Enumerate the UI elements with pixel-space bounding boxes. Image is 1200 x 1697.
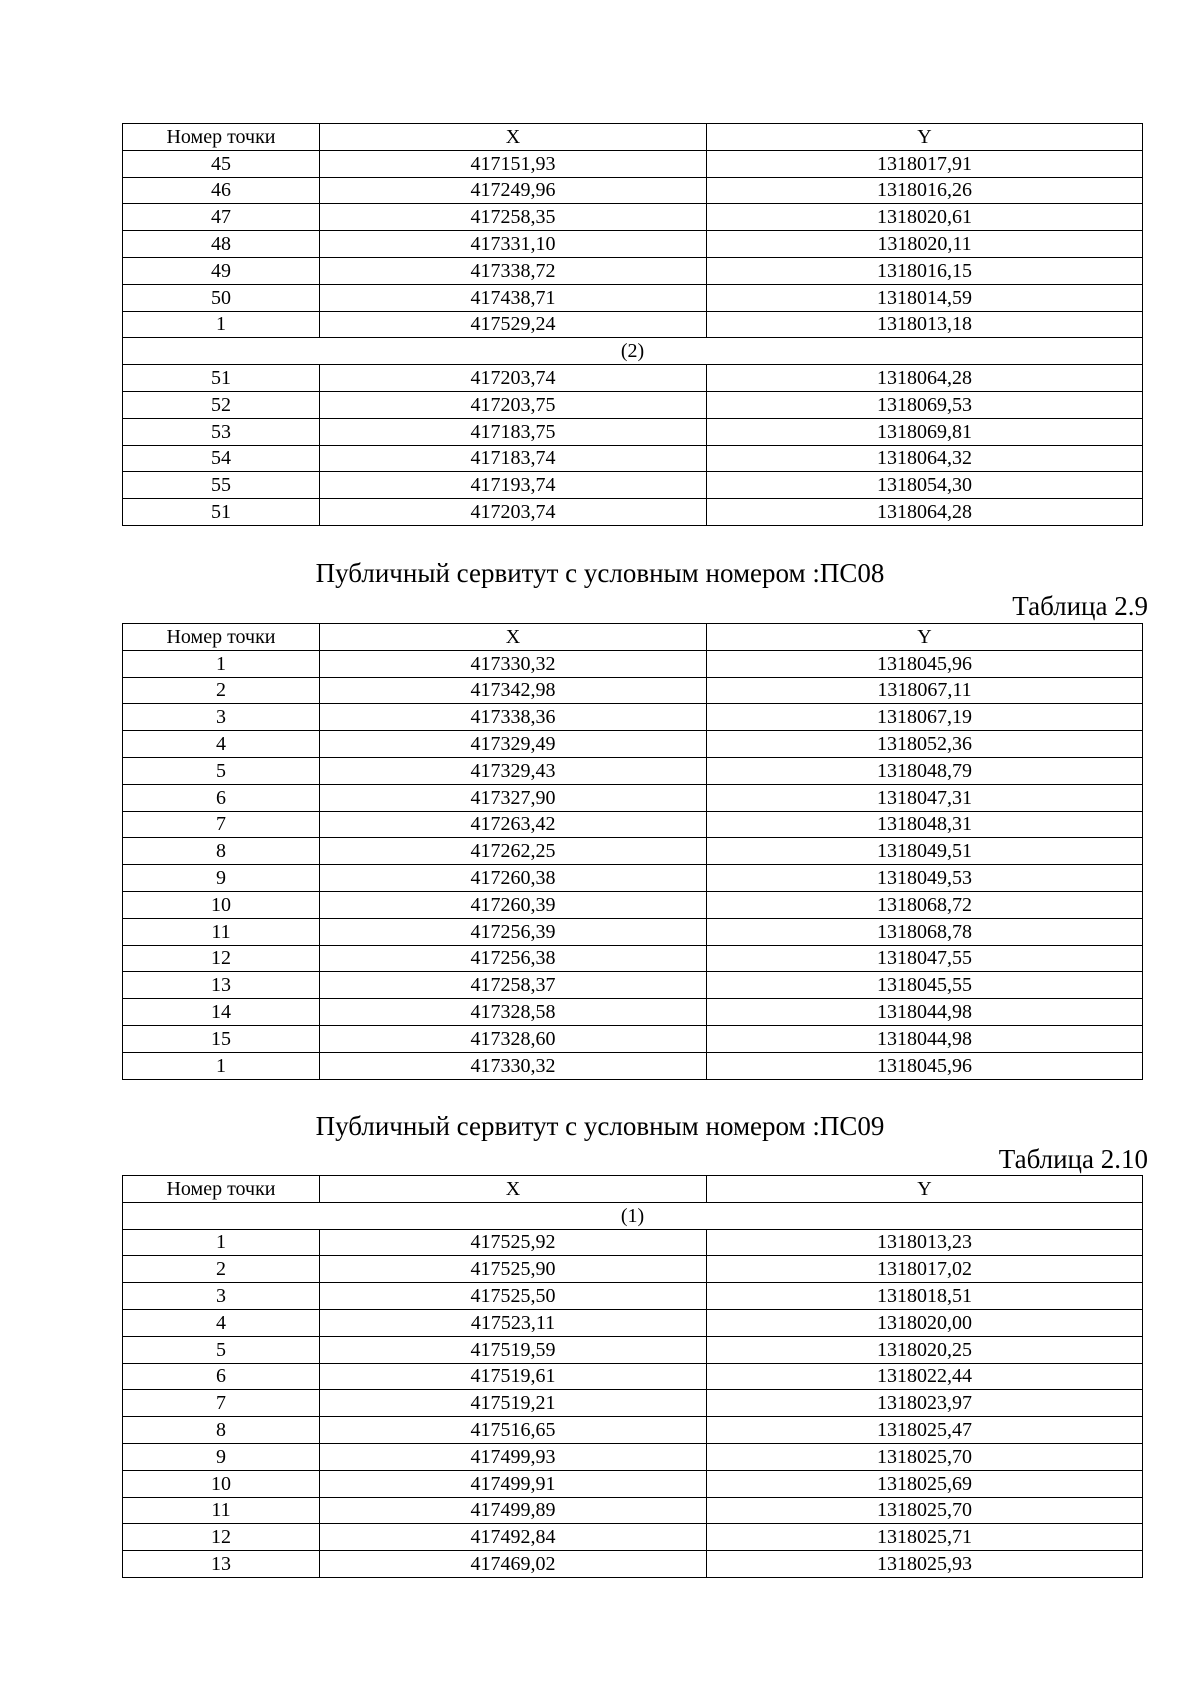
x-coordinate-cell: 417469,02 xyxy=(320,1551,707,1578)
y-coordinate-cell: 1318044,98 xyxy=(707,1025,1143,1052)
table-row xyxy=(123,838,1143,865)
x-coordinate-cell: 417338,72 xyxy=(320,257,707,284)
table-row xyxy=(123,1336,1143,1363)
x-coordinate-cell: 417331,10 xyxy=(320,231,707,258)
table-row xyxy=(123,784,1143,811)
table-row xyxy=(123,891,1143,918)
table-header-row xyxy=(123,124,1143,151)
table-row xyxy=(123,1256,1143,1283)
section-label: (1) xyxy=(123,1202,1143,1229)
point-number-cell: 55 xyxy=(123,472,320,499)
point-number-cell: 6 xyxy=(123,784,320,811)
x-coordinate-cell: 417329,49 xyxy=(320,731,707,758)
y-coordinate-cell: 1318049,51 xyxy=(707,838,1143,865)
y-coordinate-cell: 1318025,70 xyxy=(707,1443,1143,1470)
table-row xyxy=(123,865,1143,892)
y-coordinate-cell: 1318068,72 xyxy=(707,891,1143,918)
x-coordinate-cell: 417263,42 xyxy=(320,811,707,838)
table-row xyxy=(123,757,1143,784)
header-x: X xyxy=(320,124,707,151)
point-number-cell: 7 xyxy=(123,1390,320,1417)
x-coordinate-cell: 417438,71 xyxy=(320,284,707,311)
x-coordinate-cell: 417338,36 xyxy=(320,704,707,731)
y-coordinate-cell: 1318017,02 xyxy=(707,1256,1143,1283)
point-number-cell: 2 xyxy=(123,677,320,704)
table-row xyxy=(123,1363,1143,1390)
point-number-cell: 5 xyxy=(123,1336,320,1363)
x-coordinate-cell: 417529,24 xyxy=(320,311,707,338)
x-coordinate-cell: 417328,60 xyxy=(320,1025,707,1052)
y-coordinate-cell: 1318016,26 xyxy=(707,177,1143,204)
table-row xyxy=(123,1309,1143,1336)
point-number-cell: 51 xyxy=(123,499,320,526)
table-row xyxy=(123,391,1143,418)
point-number-cell: 13 xyxy=(123,972,320,999)
coordinates-table-continued xyxy=(122,123,1143,526)
table-row xyxy=(123,811,1143,838)
table-row xyxy=(123,972,1143,999)
y-coordinate-cell: 1318067,19 xyxy=(707,704,1143,731)
x-coordinate-cell: 417260,39 xyxy=(320,891,707,918)
y-coordinate-cell: 1318047,55 xyxy=(707,945,1143,972)
x-coordinate-cell: 417519,59 xyxy=(320,1336,707,1363)
x-coordinate-cell: 417327,90 xyxy=(320,784,707,811)
point-number-cell: 1 xyxy=(123,1229,320,1256)
table-row xyxy=(123,284,1143,311)
section-title-ps09: Публичный сервитут с условным номером :ПС09 xyxy=(315,1111,885,1141)
x-coordinate-cell: 417258,35 xyxy=(320,204,707,231)
table-row xyxy=(123,311,1143,338)
point-number-cell: 11 xyxy=(123,1497,320,1524)
x-coordinate-cell: 417258,37 xyxy=(320,972,707,999)
table-number-2-9: Таблица 2.9 xyxy=(1012,591,1148,621)
y-coordinate-cell: 1318069,81 xyxy=(707,418,1143,445)
x-coordinate-cell: 417256,38 xyxy=(320,945,707,972)
x-coordinate-cell: 417256,39 xyxy=(320,918,707,945)
point-number-cell: 11 xyxy=(123,918,320,945)
header-point-number: Номер точки xyxy=(123,1176,320,1203)
x-coordinate-cell: 417203,75 xyxy=(320,391,707,418)
point-number-cell: 12 xyxy=(123,1524,320,1551)
y-coordinate-cell: 1318045,96 xyxy=(707,650,1143,677)
table-row xyxy=(123,731,1143,758)
x-coordinate-cell: 417499,89 xyxy=(320,1497,707,1524)
table-row xyxy=(123,999,1143,1026)
point-number-cell: 10 xyxy=(123,1470,320,1497)
y-coordinate-cell: 1318017,91 xyxy=(707,150,1143,177)
point-number-cell: 46 xyxy=(123,177,320,204)
header-y: Y xyxy=(707,124,1143,151)
y-coordinate-cell: 1318020,25 xyxy=(707,1336,1143,1363)
header-x: X xyxy=(320,624,707,651)
y-coordinate-cell: 1318018,51 xyxy=(707,1283,1143,1310)
header-y: Y xyxy=(707,624,1143,651)
point-number-cell: 6 xyxy=(123,1363,320,1390)
x-coordinate-cell: 417516,65 xyxy=(320,1417,707,1444)
x-coordinate-cell: 417499,93 xyxy=(320,1443,707,1470)
x-coordinate-cell: 417525,50 xyxy=(320,1283,707,1310)
point-number-cell: 14 xyxy=(123,999,320,1026)
point-number-cell: 1 xyxy=(123,311,320,338)
y-coordinate-cell: 1318013,23 xyxy=(707,1229,1143,1256)
table-row xyxy=(123,918,1143,945)
point-number-cell: 7 xyxy=(123,811,320,838)
y-coordinate-cell: 1318054,30 xyxy=(707,472,1143,499)
x-coordinate-cell: 417151,93 xyxy=(320,150,707,177)
table-row xyxy=(123,945,1143,972)
point-number-cell: 8 xyxy=(123,838,320,865)
x-coordinate-cell: 417525,90 xyxy=(320,1256,707,1283)
y-coordinate-cell: 1318047,31 xyxy=(707,784,1143,811)
y-coordinate-cell: 1318016,15 xyxy=(707,257,1143,284)
y-coordinate-cell: 1318025,93 xyxy=(707,1551,1143,1578)
point-number-cell: 9 xyxy=(123,865,320,892)
point-number-cell: 13 xyxy=(123,1551,320,1578)
y-coordinate-cell: 1318067,11 xyxy=(707,677,1143,704)
x-coordinate-cell: 417330,32 xyxy=(320,1052,707,1079)
table-row xyxy=(123,677,1143,704)
point-number-cell: 12 xyxy=(123,945,320,972)
table-row xyxy=(123,365,1143,392)
x-coordinate-cell: 417519,21 xyxy=(320,1390,707,1417)
table-row xyxy=(123,1470,1143,1497)
point-number-cell: 3 xyxy=(123,704,320,731)
table-row xyxy=(123,177,1143,204)
x-coordinate-cell: 417183,74 xyxy=(320,445,707,472)
point-number-cell: 49 xyxy=(123,257,320,284)
point-number-cell: 48 xyxy=(123,231,320,258)
x-coordinate-cell: 417492,84 xyxy=(320,1524,707,1551)
y-coordinate-cell: 1318020,00 xyxy=(707,1309,1143,1336)
section-label: (2) xyxy=(123,338,1143,365)
y-coordinate-cell: 1318064,32 xyxy=(707,445,1143,472)
x-coordinate-cell: 417193,74 xyxy=(320,472,707,499)
x-coordinate-cell: 417260,38 xyxy=(320,865,707,892)
point-number-cell: 53 xyxy=(123,418,320,445)
y-coordinate-cell: 1318052,36 xyxy=(707,731,1143,758)
y-coordinate-cell: 1318068,78 xyxy=(707,918,1143,945)
point-number-cell: 4 xyxy=(123,1309,320,1336)
y-coordinate-cell: 1318044,98 xyxy=(707,999,1143,1026)
point-number-cell: 5 xyxy=(123,757,320,784)
x-coordinate-cell: 417330,32 xyxy=(320,650,707,677)
point-number-cell: 52 xyxy=(123,391,320,418)
point-number-cell: 54 xyxy=(123,445,320,472)
y-coordinate-cell: 1318025,70 xyxy=(707,1497,1143,1524)
section-title-ps08: Публичный сервитут с условным номером :ПС08 xyxy=(315,558,885,588)
x-coordinate-cell: 417519,61 xyxy=(320,1363,707,1390)
y-coordinate-cell: 1318020,11 xyxy=(707,231,1143,258)
table-row xyxy=(123,499,1143,526)
table-row xyxy=(123,1052,1143,1079)
y-coordinate-cell: 1318045,55 xyxy=(707,972,1143,999)
x-coordinate-cell: 417525,92 xyxy=(320,1229,707,1256)
table-row xyxy=(123,257,1143,284)
point-number-cell: 3 xyxy=(123,1283,320,1310)
x-coordinate-cell: 417523,11 xyxy=(320,1309,707,1336)
table-header-row xyxy=(123,624,1143,651)
x-coordinate-cell: 417203,74 xyxy=(320,365,707,392)
point-number-cell: 47 xyxy=(123,204,320,231)
table-header-row xyxy=(123,1176,1143,1203)
y-coordinate-cell: 1318020,61 xyxy=(707,204,1143,231)
coordinates-table-ps09 xyxy=(122,1175,1143,1578)
y-coordinate-cell: 1318014,59 xyxy=(707,284,1143,311)
point-number-cell: 9 xyxy=(123,1443,320,1470)
point-number-cell: 4 xyxy=(123,731,320,758)
x-coordinate-cell: 417249,96 xyxy=(320,177,707,204)
table-row xyxy=(123,1524,1143,1551)
y-coordinate-cell: 1318049,53 xyxy=(707,865,1143,892)
table-row xyxy=(123,231,1143,258)
table-row xyxy=(123,1443,1143,1470)
x-coordinate-cell: 417203,74 xyxy=(320,499,707,526)
y-coordinate-cell: 1318025,71 xyxy=(707,1524,1143,1551)
point-number-cell: 2 xyxy=(123,1256,320,1283)
point-number-cell: 15 xyxy=(123,1025,320,1052)
header-y: Y xyxy=(707,1176,1143,1203)
section-row xyxy=(123,1202,1143,1229)
table-row xyxy=(123,1417,1143,1444)
table-row xyxy=(123,445,1143,472)
point-number-cell: 45 xyxy=(123,150,320,177)
y-coordinate-cell: 1318013,18 xyxy=(707,311,1143,338)
table-row xyxy=(123,704,1143,731)
table-row xyxy=(123,1497,1143,1524)
point-number-cell: 50 xyxy=(123,284,320,311)
y-coordinate-cell: 1318048,79 xyxy=(707,757,1143,784)
table-number-2-10: Таблица 2.10 xyxy=(998,1144,1148,1174)
table-row xyxy=(123,1025,1143,1052)
y-coordinate-cell: 1318025,47 xyxy=(707,1417,1143,1444)
x-coordinate-cell: 417328,58 xyxy=(320,999,707,1026)
header-point-number: Номер точки xyxy=(123,624,320,651)
point-number-cell: 10 xyxy=(123,891,320,918)
point-number-cell: 51 xyxy=(123,365,320,392)
y-coordinate-cell: 1318048,31 xyxy=(707,811,1143,838)
section-row xyxy=(123,338,1143,365)
table-row xyxy=(123,472,1143,499)
y-coordinate-cell: 1318045,96 xyxy=(707,1052,1143,1079)
point-number-cell: 1 xyxy=(123,1052,320,1079)
y-coordinate-cell: 1318025,69 xyxy=(707,1470,1143,1497)
table-row xyxy=(123,1283,1143,1310)
coordinates-table-ps08 xyxy=(122,623,1143,1080)
point-number-cell: 1 xyxy=(123,650,320,677)
y-coordinate-cell: 1318064,28 xyxy=(707,499,1143,526)
table-row xyxy=(123,1551,1143,1578)
x-coordinate-cell: 417183,75 xyxy=(320,418,707,445)
table-row xyxy=(123,418,1143,445)
x-coordinate-cell: 417262,25 xyxy=(320,838,707,865)
header-point-number: Номер точки xyxy=(123,124,320,151)
table-row xyxy=(123,204,1143,231)
y-coordinate-cell: 1318064,28 xyxy=(707,365,1143,392)
header-x: X xyxy=(320,1176,707,1203)
point-number-cell: 8 xyxy=(123,1417,320,1444)
x-coordinate-cell: 417329,43 xyxy=(320,757,707,784)
x-coordinate-cell: 417342,98 xyxy=(320,677,707,704)
y-coordinate-cell: 1318023,97 xyxy=(707,1390,1143,1417)
table-row xyxy=(123,650,1143,677)
y-coordinate-cell: 1318069,53 xyxy=(707,391,1143,418)
x-coordinate-cell: 417499,91 xyxy=(320,1470,707,1497)
table-row xyxy=(123,150,1143,177)
table-row xyxy=(123,1390,1143,1417)
table-row xyxy=(123,1229,1143,1256)
y-coordinate-cell: 1318022,44 xyxy=(707,1363,1143,1390)
